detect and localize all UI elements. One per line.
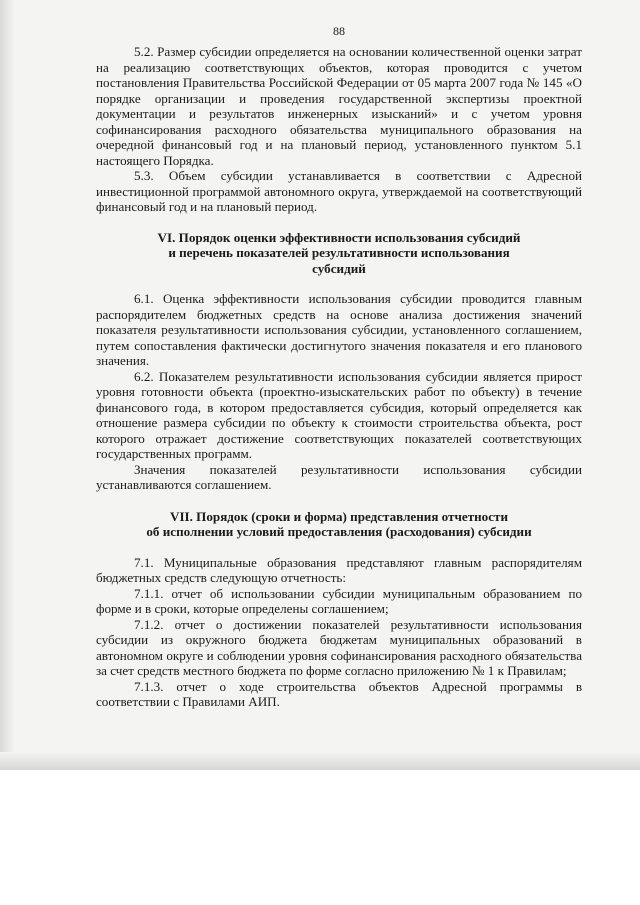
paragraph-5-2: 5.2. Размер субсидии определяется на основании количественной оценки затрат на реализацию соответствующих объектов, которая проводится с учетом постановления Правительства Российской Федерации от 05 марта 2007 года № 145 «О порядке организации и проведения государственной экспертизы проектной документации и результатов инженерных изысканий» и с учетом уровня софинансирования расходного обязательства муниципального образования на очередной финансовый год и на плановый период, установленного пунктом 5.1 настоящего Порядка. xyxy=(96,44,582,168)
page-edge-shadow-left xyxy=(0,0,14,770)
section-7-heading-line: об исполнении условий предоставления (расходования) субсидии xyxy=(146,524,532,539)
section-7-heading-line: VII. Порядок (сроки и форма) представления отчетности xyxy=(169,508,508,524)
paragraph-7-1: 7.1. Муниципальные образования представляют главным распорядителям бюджетных средств следующую отчетность: xyxy=(96,554,582,585)
section-6-heading-line: VI. Порядок оценки эффективности использования субсидий xyxy=(157,229,521,245)
paragraph-5-3: 5.3. Объем субсидии устанавливается в соответствии с Адресной инвестиционной программой автономного округа, утверждаемой на соответствующий финансовый год и на плановый период. xyxy=(96,168,582,214)
section-6-heading-line: субсидий xyxy=(312,260,366,276)
section-6-heading xyxy=(96,230,582,277)
paragraph-6-values: Значения показателей результативности использования субсидии устанавливаются соглашением. xyxy=(96,461,582,492)
paragraph-6-2: 6.2. Показателем результативности использования субсидии является прирост уровня готовности объекта (проектно-изыскательских работ по объекту) в течение финансового года, в котором предоставляется субсидия, который определяется как отношение размера субсидии по объекту к стоимости строительства объекта, рост которого отражает достижение соответствующих показателей соответствующих государственных программ. xyxy=(96,368,582,461)
paragraph-7-1-2: 7.1.2. отчет о достижении показателей результативности использования субсидии из окружного бюджета бюджетам муниципальных образований в автономном округе и соблюдении уровня софинансирования расходного обязательства за счет средств местного бюджета по форме согласно приложению № 1 к Правилам; xyxy=(96,616,582,678)
section-7-heading xyxy=(96,509,582,540)
page-edge-shadow-bottom xyxy=(0,752,640,770)
paragraph-7-1-3: 7.1.3. отчет о ходе строительства объектов Адресной программы в соответствии с Правилами АИП. xyxy=(96,678,582,709)
document-body xyxy=(96,24,582,710)
paragraph-7-1-1: 7.1.1. отчет об использовании субсидии муниципальным образованием по форме и в сроки, которые определены соглашением; xyxy=(96,585,582,616)
section-6-heading-line: и перечень показателей результативности использования xyxy=(168,245,510,260)
page-number: 88 xyxy=(333,24,345,38)
paragraph-6-1: 6.1. Оценка эффективности использования субсидии проводится главным распорядителем бюджетных средств на основе анализа достижения значений показателя результативности использования субсидии, установленного соглашением, путем сопоставления фактически достигнутого значения показателя и его планового значения. xyxy=(96,291,582,368)
